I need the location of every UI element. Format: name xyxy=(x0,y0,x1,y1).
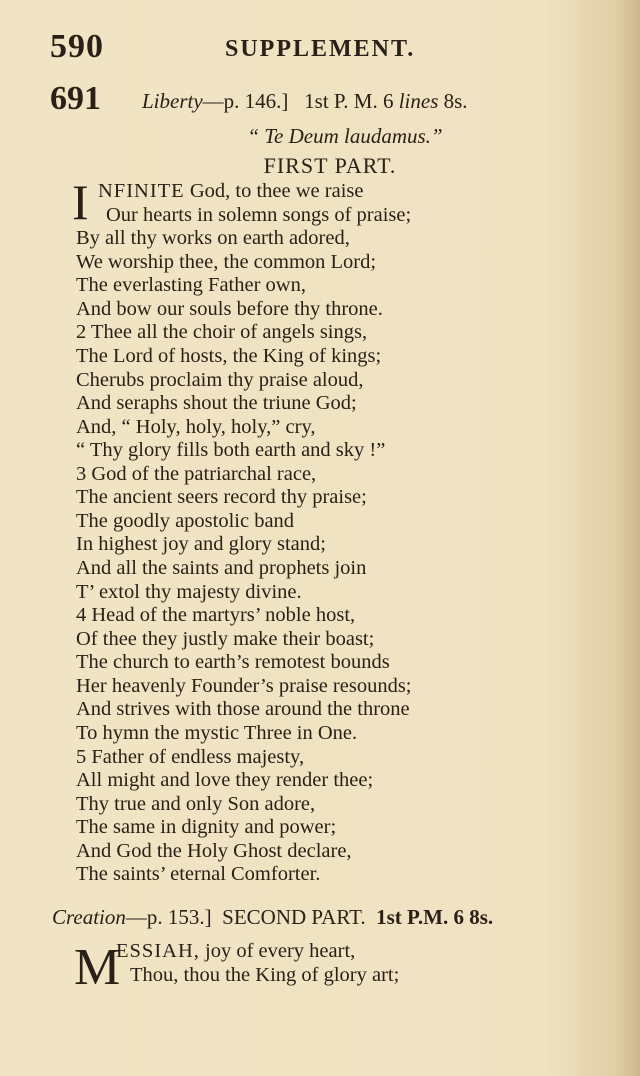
second-tune-name: Creation xyxy=(52,905,126,929)
second-drop-cap: M xyxy=(74,939,121,996)
hymn-line: The goodly apostolic band xyxy=(76,509,295,532)
first-line-rest: God, to thee we raise xyxy=(184,180,364,202)
hymn-line: And seraphs shout the triune God; xyxy=(76,392,357,415)
page-number: 590 xyxy=(50,28,104,65)
tune-name: Liberty xyxy=(142,89,203,113)
hymn-line: Our hearts in solemn songs of praise; xyxy=(106,203,412,226)
hymn-line: “ Thy glory fills both earth and sky !” xyxy=(76,439,386,462)
hymn-line: And God the Holy Ghost declare, xyxy=(76,839,352,862)
hymn-text xyxy=(72,174,576,887)
hymn-line: And strives with those around the throne xyxy=(76,698,410,721)
hymn-line: The same in dignity and power; xyxy=(76,816,337,839)
hymn-line: To hymn the mystic Three in One. xyxy=(76,721,358,744)
page-header xyxy=(50,28,570,72)
hymn-line: The ancient seers record thy praise; xyxy=(76,486,367,509)
hymn-line: 2 Thee all the choir of angels sings, xyxy=(76,321,368,344)
hymn-line: 4 Head of the martyrs’ noble host, xyxy=(76,604,356,627)
first-word-caps: NFINITE xyxy=(98,180,185,202)
meter-suffix: 8s. xyxy=(443,89,468,113)
meter-lines: lines xyxy=(398,89,439,113)
hymn-line: The everlasting Father own, xyxy=(76,274,306,297)
hymn-heading xyxy=(50,80,590,120)
hymn-line: Her heavenly Founder’s praise resounds; xyxy=(76,674,412,697)
tune-page: —p. 146.] xyxy=(202,89,289,113)
second-part-text xyxy=(74,939,578,996)
hymn-line: And all the saints and prophets join xyxy=(76,557,367,579)
hymn-line: The church to earth’s remotest bounds xyxy=(76,651,390,674)
hymn-line: Thy true and only Son adore, xyxy=(76,792,316,815)
hymn-number: 691 xyxy=(50,80,101,117)
running-head: SUPPLEMENT. xyxy=(225,36,416,62)
second-meter: 1st P.M. 6 8s. xyxy=(376,905,494,929)
drop-cap: I xyxy=(72,174,89,230)
second-part-heading xyxy=(52,905,612,935)
hymn-line: And bow our souls before thy throne. xyxy=(76,297,383,320)
hymn-line: Cherubs proclaim thy praise aloud, xyxy=(76,368,364,391)
part-title: FIRST PART. xyxy=(263,153,397,178)
meter: 1st P. M. 6 xyxy=(304,89,394,113)
hymn-line: Of thee they justly make their boast; xyxy=(76,627,375,650)
hymn-line: All might and love they render thee; xyxy=(76,769,374,792)
hymn-line: The Lord of hosts, the King of kings; xyxy=(76,344,382,367)
hymn-line: 3 God of the patriarchal race, xyxy=(76,462,317,485)
second-tune-page: —p. 153.] xyxy=(125,905,212,929)
tune-line xyxy=(142,89,468,114)
hymn-line: In highest joy and glory stand; xyxy=(76,533,326,556)
hymn-line: T’ extol thy majesty divine. xyxy=(76,580,302,603)
hymn-line: By all thy works on earth adored, xyxy=(76,227,350,250)
second-first-word-caps: ESSIAH, xyxy=(116,940,200,962)
second-part-title: SECOND PART. xyxy=(222,905,366,929)
latin-title: “ Te Deum laudamus.” xyxy=(247,124,443,148)
hymn-line: 5 Father of endless majesty, xyxy=(76,745,305,768)
hymn-line: Thou, thou the King of glory art; xyxy=(130,963,400,986)
second-first-line-rest: joy of every heart, xyxy=(199,940,356,962)
hymn-line: The saints’ eternal Comforter. xyxy=(76,863,321,886)
hymn-line: And, “ Holy, holy, holy,” cry, xyxy=(76,415,316,438)
hymn-line: We worship thee, the common Lord; xyxy=(76,250,377,273)
